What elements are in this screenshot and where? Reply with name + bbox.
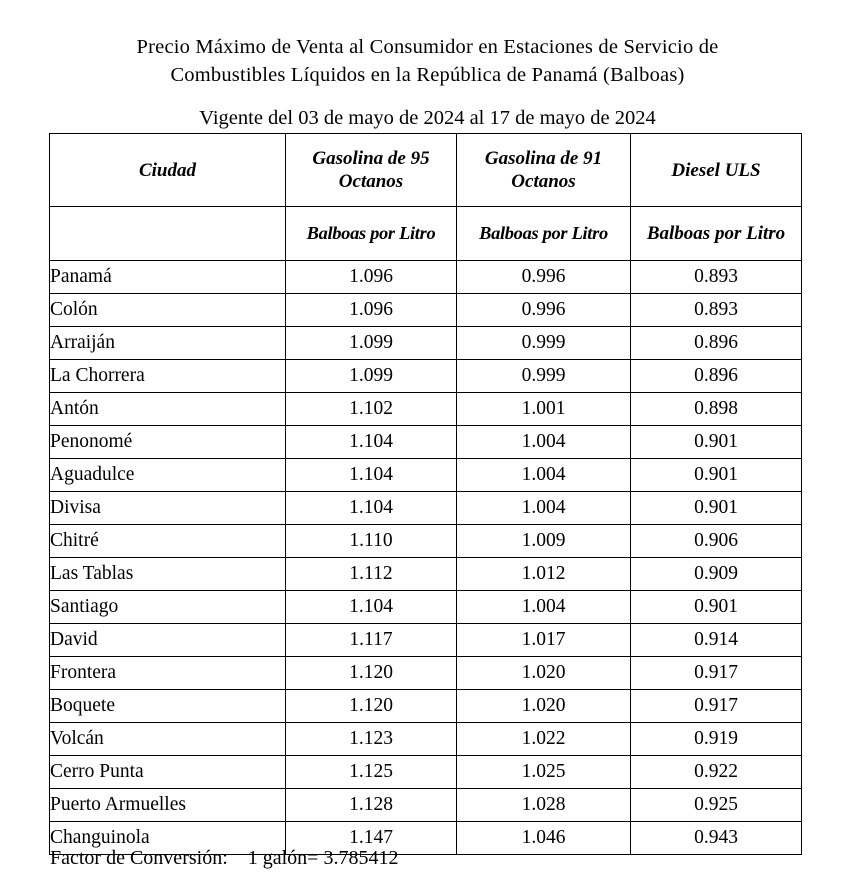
table-row bbox=[50, 459, 802, 492]
table-row bbox=[50, 756, 802, 789]
cell-gasolina-91: 1.004 bbox=[457, 459, 631, 492]
cell-city: Cerro Punta bbox=[50, 756, 286, 789]
cell-city: Arraiján bbox=[50, 327, 286, 360]
table-row bbox=[50, 558, 802, 591]
table-row bbox=[50, 690, 802, 723]
cell-city: Panamá bbox=[50, 261, 286, 294]
column-header-city: Ciudad bbox=[50, 134, 286, 207]
cell-city: Chitré bbox=[50, 525, 286, 558]
cell-diesel-uls: 0.896 bbox=[631, 360, 802, 393]
cell-gasolina-95: 1.096 bbox=[286, 261, 457, 294]
table-row bbox=[50, 624, 802, 657]
table-row bbox=[50, 723, 802, 756]
cell-diesel-uls: 0.914 bbox=[631, 624, 802, 657]
cell-city: Volcán bbox=[50, 723, 286, 756]
cell-diesel-uls: 0.917 bbox=[631, 690, 802, 723]
table-row bbox=[50, 294, 802, 327]
cell-gasolina-95: 1.104 bbox=[286, 591, 457, 624]
cell-gasolina-95: 1.104 bbox=[286, 426, 457, 459]
cell-diesel-uls: 0.898 bbox=[631, 393, 802, 426]
cell-gasolina-91: 1.004 bbox=[457, 591, 631, 624]
cell-gasolina-91: 0.996 bbox=[457, 261, 631, 294]
fuel-price-table bbox=[49, 133, 802, 855]
cell-diesel-uls: 0.922 bbox=[631, 756, 802, 789]
column-header-gasolina-91: Gasolina de 91 Octanos bbox=[457, 134, 631, 207]
unit-header-diesel-uls: Balboas por Litro bbox=[631, 207, 802, 261]
cell-gasolina-91: 1.022 bbox=[457, 723, 631, 756]
cell-gasolina-91: 1.004 bbox=[457, 426, 631, 459]
page-title-line-1: Precio Máximo de Venta al Consumidor en Estaciones de Servicio de bbox=[136, 36, 719, 58]
column-header-gasolina-95: Gasolina de 95 Octanos bbox=[286, 134, 457, 207]
cell-gasolina-95: 1.112 bbox=[286, 558, 457, 591]
unit-header-gasolina-95: Balboas por Litro bbox=[286, 207, 457, 261]
conversion-factor-note: Factor de Conversión: 1 galón= 3.785412 bbox=[50, 847, 399, 869]
cell-city: Aguadulce bbox=[50, 459, 286, 492]
cell-gasolina-91: 0.996 bbox=[457, 294, 631, 327]
cell-diesel-uls: 0.901 bbox=[631, 492, 802, 525]
cell-city: Colón bbox=[50, 294, 286, 327]
table-row bbox=[50, 789, 802, 822]
cell-city: Santiago bbox=[50, 591, 286, 624]
document-title-block bbox=[0, 0, 855, 130]
cell-gasolina-91: 1.004 bbox=[457, 492, 631, 525]
cell-gasolina-95: 1.123 bbox=[286, 723, 457, 756]
cell-gasolina-91: 1.009 bbox=[457, 525, 631, 558]
cell-gasolina-91: 1.001 bbox=[457, 393, 631, 426]
cell-gasolina-95: 1.117 bbox=[286, 624, 457, 657]
cell-gasolina-95: 1.096 bbox=[286, 294, 457, 327]
cell-city: Divisa bbox=[50, 492, 286, 525]
cell-gasolina-91: 1.025 bbox=[457, 756, 631, 789]
table-row bbox=[50, 393, 802, 426]
cell-gasolina-91: 0.999 bbox=[457, 360, 631, 393]
unit-header-city bbox=[50, 207, 286, 261]
cell-diesel-uls: 0.896 bbox=[631, 327, 802, 360]
cell-gasolina-95: 1.120 bbox=[286, 657, 457, 690]
fuel-price-table-container bbox=[49, 133, 801, 855]
table-header-row-main bbox=[50, 134, 802, 207]
cell-city: Penonomé bbox=[50, 426, 286, 459]
cell-city: David bbox=[50, 624, 286, 657]
cell-city: Antón bbox=[50, 393, 286, 426]
cell-gasolina-95: 1.120 bbox=[286, 690, 457, 723]
cell-city: Puerto Armuelles bbox=[50, 789, 286, 822]
cell-diesel-uls: 0.919 bbox=[631, 723, 802, 756]
cell-city: Changuinola bbox=[50, 822, 286, 855]
cell-gasolina-91: 0.999 bbox=[457, 327, 631, 360]
cell-gasolina-95: 1.125 bbox=[286, 756, 457, 789]
cell-gasolina-95: 1.099 bbox=[286, 360, 457, 393]
cell-gasolina-95: 1.099 bbox=[286, 327, 457, 360]
cell-gasolina-91: 1.020 bbox=[457, 690, 631, 723]
table-row bbox=[50, 426, 802, 459]
cell-gasolina-95: 1.147 bbox=[286, 822, 457, 855]
cell-city: Frontera bbox=[50, 657, 286, 690]
unit-header-gasolina-91: Balboas por Litro bbox=[457, 207, 631, 261]
cell-gasolina-95: 1.104 bbox=[286, 492, 457, 525]
cell-gasolina-95: 1.110 bbox=[286, 525, 457, 558]
cell-gasolina-95: 1.104 bbox=[286, 459, 457, 492]
table-header bbox=[50, 134, 802, 261]
cell-diesel-uls: 0.901 bbox=[631, 426, 802, 459]
cell-gasolina-91: 1.020 bbox=[457, 657, 631, 690]
validity-period: Vigente del 03 de mayo de 2024 al 17 de mayo de 2024 bbox=[199, 107, 656, 129]
page-title-line-2: Combustibles Líquidos en la República de Panamá (Balboas) bbox=[170, 64, 685, 86]
cell-gasolina-91: 1.012 bbox=[457, 558, 631, 591]
cell-diesel-uls: 0.925 bbox=[631, 789, 802, 822]
cell-diesel-uls: 0.893 bbox=[631, 261, 802, 294]
cell-gasolina-95: 1.102 bbox=[286, 393, 457, 426]
cell-diesel-uls: 0.917 bbox=[631, 657, 802, 690]
column-header-diesel-uls: Diesel ULS bbox=[631, 134, 802, 207]
table-row bbox=[50, 591, 802, 624]
table-row bbox=[50, 327, 802, 360]
cell-diesel-uls: 0.901 bbox=[631, 591, 802, 624]
cell-diesel-uls: 0.943 bbox=[631, 822, 802, 855]
cell-city: Las Tablas bbox=[50, 558, 286, 591]
cell-gasolina-95: 1.128 bbox=[286, 789, 457, 822]
cell-diesel-uls: 0.909 bbox=[631, 558, 802, 591]
table-row bbox=[50, 657, 802, 690]
table-header-row-units bbox=[50, 207, 802, 261]
table-row bbox=[50, 525, 802, 558]
cell-gasolina-91: 1.017 bbox=[457, 624, 631, 657]
cell-gasolina-91: 1.046 bbox=[457, 822, 631, 855]
cell-diesel-uls: 0.893 bbox=[631, 294, 802, 327]
table-row bbox=[50, 492, 802, 525]
cell-diesel-uls: 0.901 bbox=[631, 459, 802, 492]
table-body bbox=[50, 261, 802, 855]
cell-gasolina-91: 1.028 bbox=[457, 789, 631, 822]
cell-diesel-uls: 0.906 bbox=[631, 525, 802, 558]
table-row bbox=[50, 360, 802, 393]
table-row bbox=[50, 261, 802, 294]
cell-city: La Chorrera bbox=[50, 360, 286, 393]
cell-city: Boquete bbox=[50, 690, 286, 723]
